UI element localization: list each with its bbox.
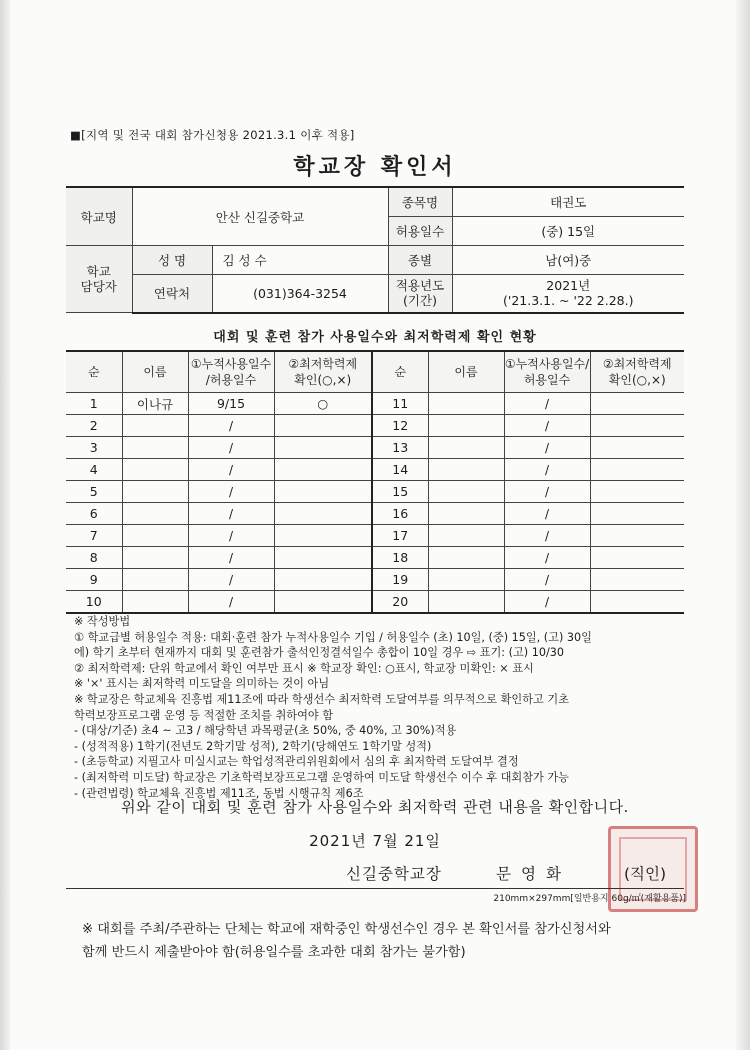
row-used: /	[504, 393, 590, 415]
row-used: /	[504, 591, 590, 614]
row-used: /	[188, 437, 274, 459]
row-name	[122, 525, 188, 547]
row-used: 9/15	[188, 393, 274, 415]
row-no: 6	[66, 503, 122, 525]
confirmation-statement: 위와 같이 대회 및 훈련 참가 사용일수와 최저학력 관련 내용을 확인합니다.	[121, 798, 629, 816]
row-no: 7	[66, 525, 122, 547]
row-name	[428, 525, 504, 547]
note-line: 에) 학기 초부터 현재까지 대회 및 훈련참가 출석인정결석일수 총합이 10일 경우 ⇨ 표기: (고) 10/30	[74, 646, 564, 660]
note-line: ② 최저학력제: 단위 학교에서 확인 여부만 표시 ※ 학교장 확인: ○표시, 학교장 미확인: × 표시	[74, 661, 534, 675]
row-name	[122, 503, 188, 525]
row-min	[274, 569, 372, 591]
document-title: 학교장 확인서	[293, 155, 457, 180]
row-name	[428, 547, 504, 569]
bottom-divider	[66, 888, 684, 889]
row-used: /	[188, 525, 274, 547]
note-line: - (최저학력 미도달) 학교장은 기초학력보장프로그램 운영하여 미도달 학생선수 이수 후 대회참가 가능	[74, 770, 569, 784]
usage-section-title: 대회 및 훈련 참가 사용일수와 최저학력제 확인 현황	[213, 330, 537, 345]
row-name	[122, 591, 188, 614]
row-min: ○	[274, 393, 372, 415]
row-name	[428, 459, 504, 481]
row-no: 8	[66, 547, 122, 569]
year-label-line2: (기간)	[403, 293, 437, 309]
footer-line1: ※ 대회를 주최/주관하는 단체는 학교에 재학중인 학생선수인 경우 본 확인서를 참가신청서와	[82, 922, 611, 937]
row-no: 5	[66, 481, 122, 503]
year-label-line1: 적용년도	[395, 278, 445, 294]
row-name	[122, 459, 188, 481]
class-label: 종별	[388, 246, 452, 275]
row-min	[590, 591, 684, 614]
col-no: 순	[66, 351, 122, 393]
note-line: 학력보장프로그램 운영 등 적절한 조치를 취하여야 함	[74, 708, 334, 722]
school-name: 안산 신길중학교	[132, 187, 388, 246]
row-no: 9	[66, 569, 122, 591]
row-no: 13	[372, 437, 428, 459]
row-no: 17	[372, 525, 428, 547]
table-row	[66, 547, 684, 569]
footer-note	[82, 918, 702, 964]
row-min	[590, 525, 684, 547]
table-row	[66, 525, 684, 547]
col-used	[188, 351, 274, 393]
row-used: /	[504, 481, 590, 503]
allowed-days-label: 허용일수	[388, 217, 452, 246]
school-label: 학교명	[66, 187, 132, 246]
col-used-right-line2: 허용일수	[523, 373, 571, 387]
row-min	[590, 393, 684, 415]
seal-label: (직인)	[624, 865, 667, 883]
row-min	[590, 569, 684, 591]
issue-date: 2021년 7월 21일	[309, 832, 441, 850]
col-min-right-line1: ②최저학력제	[602, 357, 672, 371]
row-no: 10	[66, 591, 122, 614]
row-min	[274, 503, 372, 525]
row-used: /	[188, 569, 274, 591]
row-used: /	[188, 415, 274, 437]
row-no: 14	[372, 459, 428, 481]
table-row	[66, 503, 684, 525]
year-value-line2: ('21.3.1. ~ '22 2.28.)	[503, 293, 634, 309]
col-used-right-line1: ①누적사용일수/	[504, 357, 590, 371]
event-value: 태권도	[452, 187, 684, 217]
row-min	[590, 503, 684, 525]
row-used: /	[504, 547, 590, 569]
manager-label	[66, 246, 132, 313]
year-label	[388, 275, 452, 313]
col-name-right: 이름	[428, 351, 504, 393]
col-used-line2: /허용일수	[205, 373, 257, 387]
row-used: /	[188, 503, 274, 525]
row-name	[122, 569, 188, 591]
document-tag: ■[지역 및 전국 대회 참가신청용 2021.3.1 이후 적용]	[70, 128, 355, 142]
col-min-line1: ②최저학력제	[288, 357, 358, 371]
table-row	[66, 459, 684, 481]
row-no: 2	[66, 415, 122, 437]
row-used: /	[504, 437, 590, 459]
note-line: ※ 학교장은 학교체육 진흥법 제11조에 따라 학생선수 최저학력 도달여부를 의무적으로 확인하고 기초	[74, 692, 570, 706]
row-used: /	[188, 547, 274, 569]
col-no-right: 순	[372, 351, 428, 393]
note-line: ※ 작성방법	[74, 615, 131, 628]
row-name	[122, 415, 188, 437]
name-label: 성 명	[132, 246, 212, 275]
paper-spec: 210mm×297mm[일반용지 60g/㎡(재활용품)]	[493, 894, 686, 904]
row-used: /	[504, 525, 590, 547]
row-min	[274, 459, 372, 481]
footer-line2: 함께 반드시 제출받아야 함(허용일수를 초과한 대회 참가는 불가함)	[82, 945, 466, 960]
class-value: 남(여)중	[452, 246, 684, 275]
row-no: 19	[372, 569, 428, 591]
name-value: 김 성 수	[212, 246, 388, 275]
row-used: /	[188, 459, 274, 481]
note-line: - (성적적용) 1학기(전년도 2학기말 성적), 2학기(당해연도 1학기말 성적)	[74, 739, 432, 753]
event-label: 종목명	[388, 187, 452, 217]
manager-label-line1: 학교	[86, 264, 111, 279]
note-line: ① 학교급별 허용일수 적용: 대회·훈련 참가 누적사용일수 기입 / 허용일수 (초) 10일, (중) 15일, (고) 30일	[74, 630, 592, 644]
row-name: 이나규	[122, 393, 188, 415]
year-value	[452, 275, 684, 313]
row-no: 1	[66, 393, 122, 415]
col-name: 이름	[122, 351, 188, 393]
row-name	[428, 591, 504, 614]
row-min	[274, 481, 372, 503]
row-no: 16	[372, 503, 428, 525]
row-min	[274, 547, 372, 569]
row-min	[590, 437, 684, 459]
col-min	[274, 351, 372, 393]
contact-value: (031)364-3254	[212, 275, 388, 313]
row-name	[122, 481, 188, 503]
row-name	[428, 437, 504, 459]
col-used-right	[504, 351, 590, 393]
col-used-line1: ①누적사용일수	[190, 357, 272, 371]
row-name	[428, 503, 504, 525]
school-principal-title: 신길중학교장	[346, 865, 442, 883]
row-used: /	[504, 415, 590, 437]
row-used: /	[504, 459, 590, 481]
col-min-line2: 확인(○,×)	[294, 373, 352, 387]
year-value-line1: 2021년	[546, 278, 591, 294]
row-min	[274, 525, 372, 547]
row-min	[274, 437, 372, 459]
row-name	[428, 569, 504, 591]
row-no: 15	[372, 481, 428, 503]
row-no: 11	[372, 393, 428, 415]
contact-label: 연락처	[132, 275, 212, 313]
row-name	[428, 481, 504, 503]
row-name	[428, 393, 504, 415]
row-min	[590, 459, 684, 481]
allowed-days-value: (중) 15일	[452, 217, 684, 246]
principal-name: 문영화	[496, 865, 571, 883]
instructions-notes	[74, 614, 694, 801]
table-row	[66, 415, 684, 437]
row-name	[122, 547, 188, 569]
table-row	[66, 591, 684, 614]
row-used: /	[504, 569, 590, 591]
row-no: 3	[66, 437, 122, 459]
col-min-right	[590, 351, 684, 393]
row-no: 20	[372, 591, 428, 614]
note-line: - (관련법령) 학교체육 진흥법 제11조, 동법 시행규칙 제6조	[74, 786, 364, 800]
row-used: /	[504, 503, 590, 525]
col-min-right-line2: 확인(○,×)	[608, 373, 666, 387]
row-min	[590, 547, 684, 569]
table-row	[66, 481, 684, 503]
row-used: /	[188, 481, 274, 503]
table-row	[66, 569, 684, 591]
row-name	[122, 437, 188, 459]
manager-label-line2: 담당자	[80, 279, 117, 294]
usage-table	[66, 350, 684, 614]
table-row	[66, 393, 684, 415]
row-no: 18	[372, 547, 428, 569]
note-line: - (대상/기준) 초4 ~ 고3 / 해당학년 과목평균(초 50%, 중 40%, 고 30%)적용	[74, 724, 457, 738]
row-min	[590, 415, 684, 437]
row-no: 12	[372, 415, 428, 437]
note-line: ※ '×' 표시는 최저학력 미도달을 의미하는 것이 아님	[74, 677, 330, 691]
row-min	[590, 481, 684, 503]
usage-header-row	[66, 351, 684, 393]
row-used: /	[188, 591, 274, 614]
row-min	[274, 415, 372, 437]
row-name	[428, 415, 504, 437]
row-no: 4	[66, 459, 122, 481]
row-min	[274, 591, 372, 614]
note-line: - (초등학교) 지필고사 미실시교는 학업성적관리위원회에서 심의 후 최저학력 도달여부 결정	[74, 755, 519, 769]
table-row	[66, 437, 684, 459]
info-table	[66, 186, 684, 314]
